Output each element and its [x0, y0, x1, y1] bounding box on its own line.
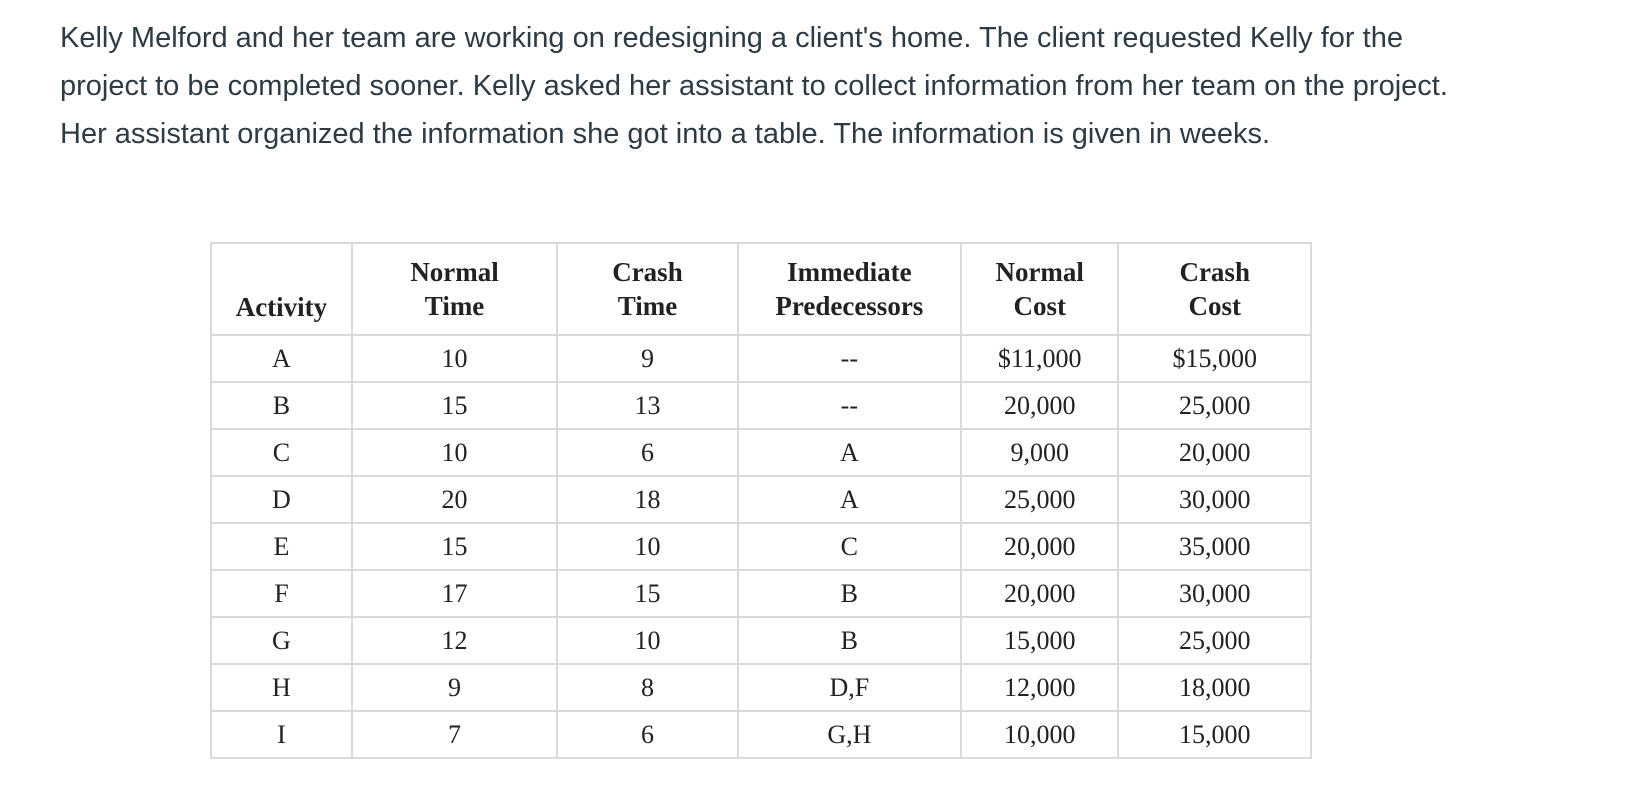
header-predecessors: [738, 243, 961, 335]
table-row: [211, 523, 1311, 570]
cell-predecessors: G,H: [738, 711, 961, 758]
cell-predecessors: D,F: [738, 664, 961, 711]
cell-normal-cost: 20,000: [961, 523, 1118, 570]
cell-crash-cost: 25,000: [1118, 617, 1311, 664]
cell-crash-cost: 18,000: [1118, 664, 1311, 711]
table-header-row: [211, 243, 1311, 335]
header-crash-cost-line2: Cost: [1188, 291, 1241, 321]
cell-predecessors: --: [738, 382, 961, 429]
cell-normal-time: 12: [352, 617, 557, 664]
cell-normal-time: 10: [352, 335, 557, 382]
cell-normal-cost: 10,000: [961, 711, 1118, 758]
cell-normal-time: 15: [352, 523, 557, 570]
header-normal-cost-line1: Normal: [995, 257, 1084, 287]
table-row: [211, 382, 1311, 429]
cell-predecessors: B: [738, 617, 961, 664]
cell-predecessors: A: [738, 429, 961, 476]
problem-paragraph: Kelly Melford and her team are working on redesigning a client's home. The client requested Kelly for the project to be completed sooner. Kelly asked her assistant to collect information from her team on the project. Her assistant organized the information she got into a table. The information is given in weeks.: [60, 22, 1448, 150]
cell-normal-time: 15: [352, 382, 557, 429]
cell-predecessors: --: [738, 335, 961, 382]
table-row: [211, 570, 1311, 617]
table-row: [211, 664, 1311, 711]
cell-normal-cost: 20,000: [961, 382, 1118, 429]
header-predecessors-line2: Predecessors: [775, 291, 924, 321]
cell-normal-time: 17: [352, 570, 557, 617]
header-predecessors-line1: Immediate: [787, 257, 912, 287]
cell-crash-time: 15: [557, 570, 737, 617]
cell-normal-time: 7: [352, 711, 557, 758]
header-normal-time: [352, 243, 557, 335]
header-activity-label: Activity: [235, 292, 328, 322]
cell-normal-cost: 25,000: [961, 476, 1118, 523]
cell-normal-time: 20: [352, 476, 557, 523]
table-row: [211, 429, 1311, 476]
cell-normal-time: 10: [352, 429, 557, 476]
cell-predecessors: C: [738, 523, 961, 570]
header-crash-time-line1: Crash: [612, 257, 683, 287]
cell-normal-cost: 15,000: [961, 617, 1118, 664]
header-normal-time-line2: Time: [424, 291, 485, 321]
cell-crash-cost: 15,000: [1118, 711, 1311, 758]
header-normal-cost-line2: Cost: [1013, 291, 1066, 321]
cell-activity: E: [211, 523, 352, 570]
table-row: [211, 335, 1311, 382]
table-row: [211, 711, 1311, 758]
cell-crash-cost: 20,000: [1118, 429, 1311, 476]
table-row: [211, 476, 1311, 523]
cell-crash-cost: 25,000: [1118, 382, 1311, 429]
header-normal-cost: [961, 243, 1118, 335]
cell-crash-time: 9: [557, 335, 737, 382]
cell-crash-time: 13: [557, 382, 737, 429]
cell-crash-cost: 30,000: [1118, 476, 1311, 523]
cell-normal-cost: $11,000: [961, 335, 1118, 382]
cell-crash-time: 6: [557, 429, 737, 476]
header-crash-time-line2: Time: [617, 291, 678, 321]
activity-table: [210, 242, 1312, 759]
cell-activity: G: [211, 617, 352, 664]
cell-activity: I: [211, 711, 352, 758]
cell-crash-cost: $15,000: [1118, 335, 1311, 382]
cell-crash-cost: 35,000: [1118, 523, 1311, 570]
cell-crash-time: 10: [557, 523, 737, 570]
header-crash-cost: [1118, 243, 1311, 335]
cell-activity: C: [211, 429, 352, 476]
cell-crash-time: 6: [557, 711, 737, 758]
cell-crash-cost: 30,000: [1118, 570, 1311, 617]
cell-normal-time: 9: [352, 664, 557, 711]
cell-activity: B: [211, 382, 352, 429]
header-crash-cost-line1: Crash: [1179, 257, 1250, 287]
cell-activity: D: [211, 476, 352, 523]
cell-crash-time: 18: [557, 476, 737, 523]
cell-activity: A: [211, 335, 352, 382]
header-activity: [211, 243, 352, 335]
cell-predecessors: A: [738, 476, 961, 523]
table-row: [211, 617, 1311, 664]
cell-normal-cost: 9,000: [961, 429, 1118, 476]
cell-activity: F: [211, 570, 352, 617]
cell-normal-cost: 20,000: [961, 570, 1118, 617]
cell-crash-time: 10: [557, 617, 737, 664]
cell-activity: H: [211, 664, 352, 711]
header-normal-time-line1: Normal: [410, 257, 499, 287]
cell-crash-time: 8: [557, 664, 737, 711]
cell-predecessors: B: [738, 570, 961, 617]
header-crash-time: [557, 243, 737, 335]
cell-normal-cost: 12,000: [961, 664, 1118, 711]
